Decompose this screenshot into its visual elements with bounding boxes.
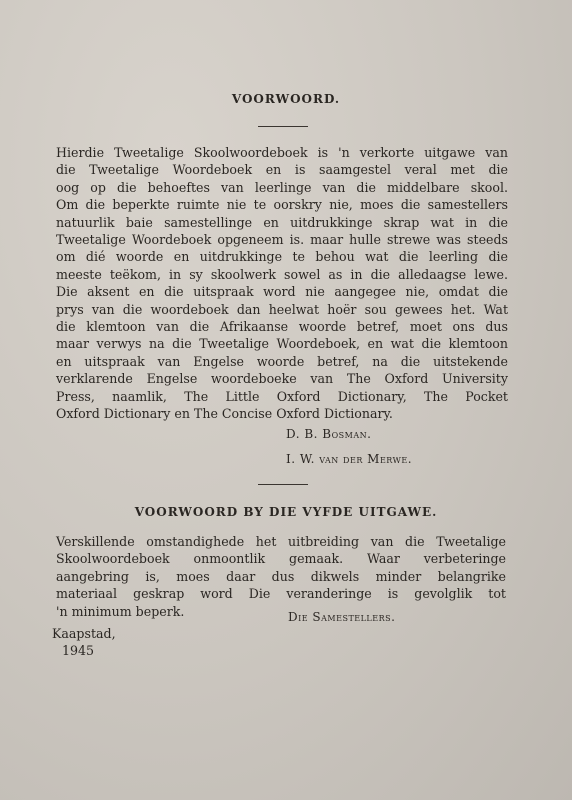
foreword-line: meeste teëkom, in sy skoolwerk sowel as in die alledaagse lewe. xyxy=(56,266,508,282)
foreword-title: VOORWOORD. xyxy=(231,92,341,106)
section-divider xyxy=(258,484,308,485)
fifth-edition-title: VOORWOORD BY DIE VYFDE UITGAWE. xyxy=(134,505,438,519)
fifth-edition-line: Verskillende omstandighede het uitbreiding van die Tweetalige xyxy=(56,534,506,549)
foreword-line: Die aksent en die uitspraak word nie aangegee nie, omdat die xyxy=(56,284,508,300)
fifth-edition-line: Skoolwoordeboek onmoontlik gemaak. Waar verbeteringe xyxy=(56,551,506,567)
fifth-edition-line: aangebring is, moes daar dus dikwels minder belangrike xyxy=(56,568,506,584)
foreword-line: oog op die behoeftes van leerlinge van die middelbare skool. xyxy=(56,179,508,195)
foreword-line: om dié woorde en uitdrukkinge te behou wat die leerling die xyxy=(56,249,508,265)
foreword-line: Oxford Dictionary en The Concise Oxford Dictionary. xyxy=(56,406,393,422)
foreword-line: Om die beperkte ruimte nie te oorskry nie, moes die samestellers xyxy=(56,197,508,213)
fifth-edition-body xyxy=(56,533,506,620)
foreword-line: maar verwys na die Tweetalige Woordeboek, en wat die klemtoon xyxy=(56,336,508,352)
foreword-line: prys van die woordeboek dan heelwat hoër sou gewees het. Wat xyxy=(56,301,508,317)
fifth-edition-line: materiaal geskrap word Die veranderinge is gevolglik tot xyxy=(56,586,506,602)
fifth-edition-line: 'n minimum beperk. xyxy=(56,603,185,619)
foreword-line: en uitspraak van Engelse woorde betref, na die uitstekende xyxy=(56,353,508,369)
foreword-line: die klemtoon van die Afrikaanse woorde betref, moet ons dus xyxy=(56,319,508,335)
foreword-line: natuurlik baie samestellinge en uitdrukkinge skrap wat in die xyxy=(56,214,508,230)
signatory-samestellers: Die Samestellers. xyxy=(288,610,396,624)
title-underline xyxy=(258,126,308,127)
foreword-line: verklarende Engelse woordeboeke van The Oxford University xyxy=(56,371,508,387)
foreword-line: die Tweetalige Woordeboek en is saamgestel veral met die xyxy=(56,162,508,178)
place-label: Kaapstad, xyxy=(52,626,116,641)
foreword-line: Press, naamlik, The Little Oxford Dictionary, The Pocket xyxy=(56,388,508,404)
foreword-line: Tweetalige Woordeboek opgeneem is. maar hulle strewe was steeds xyxy=(56,232,508,248)
foreword-line: Hierdie Tweetalige Skoolwoordeboek is 'n verkorte uitgawe van xyxy=(56,145,508,160)
signatory-van-der-merwe: I. W. van der Merwe. xyxy=(286,452,413,466)
year-label: 1945 xyxy=(62,643,95,658)
signatory-bosman: D. B. Bosman. xyxy=(286,427,372,441)
foreword-body xyxy=(56,144,508,423)
